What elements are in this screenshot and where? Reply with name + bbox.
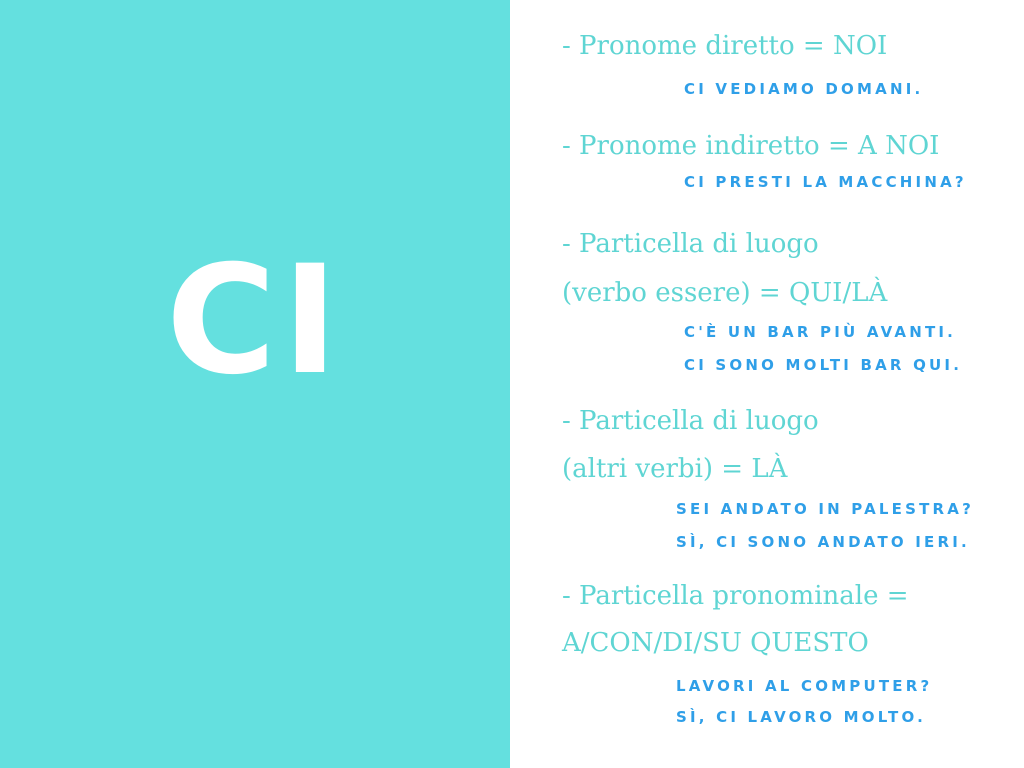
example-sentence: SÌ, CI LAVORO MOLTO.	[676, 708, 926, 726]
section-heading-particella-luogo-essere-line2: (verbo essere) = QUI/LÀ	[562, 278, 888, 308]
section-heading-particella-pronominale-line2: A/CON/DI/SU QUESTO	[562, 628, 869, 658]
example-sentence: CI SONO MOLTI BAR QUI.	[684, 356, 963, 374]
content-panel	[510, 0, 1024, 768]
title-panel	[0, 0, 510, 768]
example-sentence: SEI ANDATO IN PALESTRA?	[676, 500, 974, 518]
section-heading-particella-luogo-essere: - Particella di luogo	[562, 229, 819, 259]
section-heading-particella-luogo-altri-line2: (altri verbi) = LÀ	[562, 454, 788, 484]
section-heading-particella-luogo-altri: - Particella di luogo	[562, 406, 819, 436]
slide-title: CI	[166, 234, 344, 408]
example-sentence: CI VEDIAMO DOMANI.	[684, 80, 924, 98]
example-sentence: CI PRESTI LA MACCHINA?	[684, 173, 967, 191]
section-heading-pronome-indiretto: - Pronome indiretto = A NOI	[562, 131, 940, 161]
example-sentence: LAVORI AL COMPUTER?	[676, 677, 933, 695]
section-heading-pronome-diretto: - Pronome diretto = NOI	[562, 31, 888, 61]
example-sentence: C'È UN BAR PIÙ AVANTI.	[684, 323, 957, 341]
example-sentence: SÌ, CI SONO ANDATO IERI.	[676, 533, 970, 551]
section-heading-particella-pronominale: - Particella pronominale =	[562, 581, 909, 611]
